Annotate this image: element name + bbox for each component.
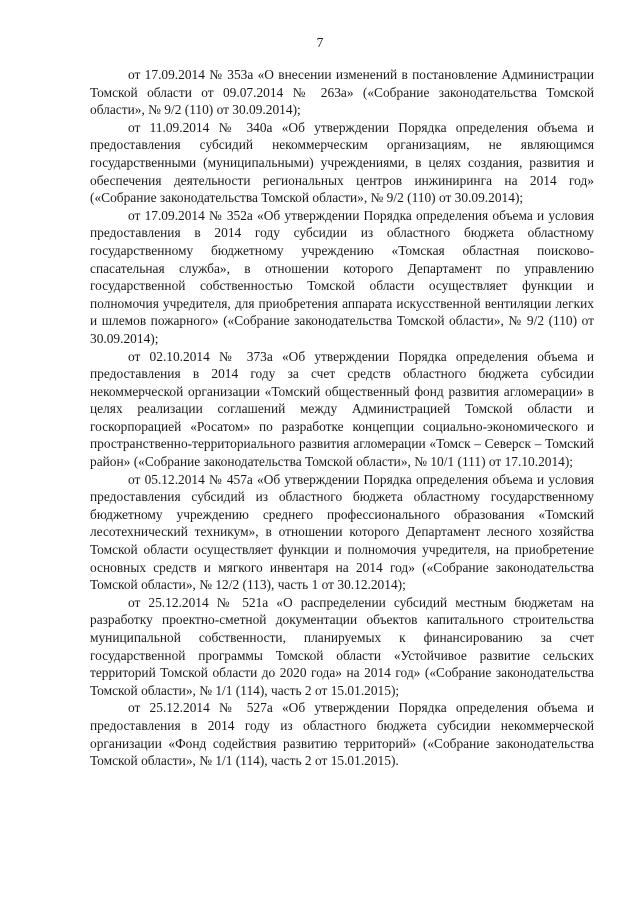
list-item-resolution-373a: от 02.10.2014 № 373а «Об утверждении Порядка определения объема и предоставления в 2014 году за счет средств областного бюджета субсидии некоммерческой организации «Томский общественный фонд развития агломерации» в целях реализации соглашений между Администрацией Томской области и госкорпорацией «Росатом» по разработке концепции социально-экономического и пространственно-территориального развития агломерации «Томск – Северск – Томский район» («Собрание законодательства Томской области», № 10/1 (111) от 17.10.2014); [90, 348, 594, 470]
list-item-resolution-457a: от 05.12.2014 № 457а «Об утверждении Порядка определения объема и условия предоставления субсидий из областного бюджета областному государственному бюджетному учреждению среднего профессионального образования «Томский лесотехнический техникум», в отношении которого Департамент лесного хозяйства Томской области осуществляет функции и полномочия учредителя, на приобретение основных средств и мягкого инвентаря на 2014 год» («Собрание законодательства Томской области», № 12/2 (113), часть 1 от 30.12.2014); [90, 471, 594, 593]
list-item-resolution-521a: от 25.12.2014 № 521а «О распределении субсидий местным бюджетам на разработку проектно-сметной документации объектов капитального строительства муниципальной собственности, планируемых к финансированию за счет государственной программы Томской области «Устойчивое развитие сельских территорий Томской области до 2020 года» на 2014 год» («Собрание законодательства Томской области», № 1/1 (114), часть 2 от 15.01.2015); [90, 594, 594, 698]
list-item-resolution-527a: от 25.12.2014 № 527а «Об утверждении Порядка определения объема и предоставления в 2014 году из областного бюджета субсидии некоммерческой организации «Фонд содействия развитию территорий» («Собрание законодательства Томской области», № 1/1 (114), часть 2 от 15.01.2015). [90, 700, 594, 769]
document-body [90, 66, 594, 770]
list-item-resolution-352a: от 17.09.2014 № 352а «Об утверждении Порядка определения объема и условия предоставления в 2014 году субсидии из областного бюджета областному государственному бюджетному учреждению «Томская областная поисково-спасательная служба», в отношении которого Департамент по управлению государственной собственностью Томской области осуществляет функции и полномочия учредителя, для приобретения аппарата искусственной вентиляции легких и шлемов пожарного» («Собрание законодательства Томской области», № 9/2 (110) от 30.09.2014); [90, 207, 594, 346]
list-item-resolution-340a: от 11.09.2014 № 340а «Об утверждении Порядка определения объема и предоставления субсидий некоммерческим организациям, не являющимся государственными (муниципальными) учреждениями, в целях создания, развития и обеспечения деятельности региональных центров инжиниринга на 2014 год» («Собрание законодательства Томской области», № 9/2 (110) от 30.09.2014); [90, 119, 594, 206]
list-item-resolution-353a: от 17.09.2014 № 353а «О внесении изменений в постановление Администрации Томской области от 09.07.2014 № 263а» («Собрание законодательства Томской области», № 9/2 (110) от 30.09.2014); [90, 67, 594, 118]
page-number: 7 [316, 35, 324, 50]
